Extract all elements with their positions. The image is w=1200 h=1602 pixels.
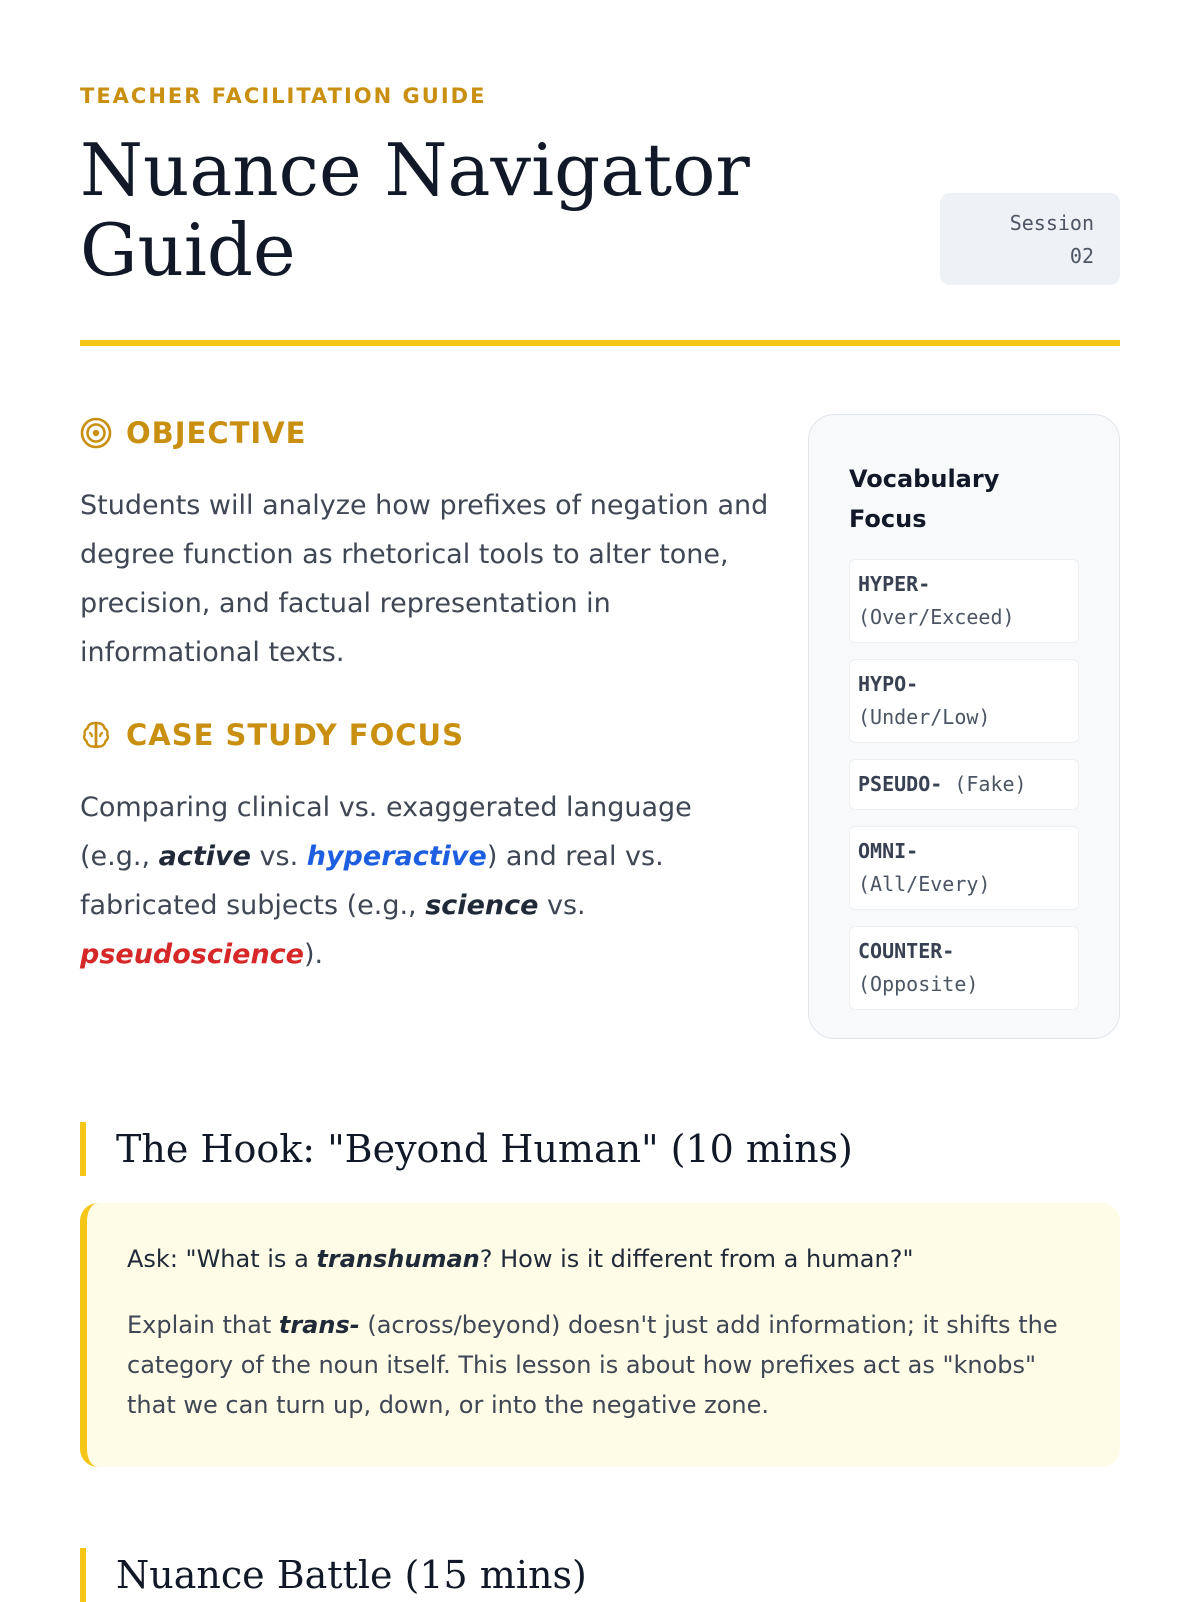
objective-heading [80,416,306,450]
session-number: 02 [1069,244,1094,268]
objective-heading-label: OBJECTIVE [126,416,307,450]
case-text-part: Comparing clinical vs. exaggerated language (e.g., [80,792,692,872]
vocab-prefix: HYPER- [858,572,931,596]
explain-part: Explain that [127,1311,279,1339]
case-text-part: ). [304,939,324,970]
ask-part: Ask: "What is a [127,1245,317,1273]
vocab-meaning: (Over/Exceed) [858,605,1015,629]
hook-ask [127,1239,1080,1279]
page-title: Nuance Navigator Guide [80,128,750,292]
hook-explain [127,1305,1080,1425]
explain-part: (across/beyond) doesn't just add information; it shifts the category of the noun itself. This lesson is about how prefixes act as "knobs" that we can turn up, down, or into the negative zone. [127,1311,1058,1419]
header-divider [80,340,1120,346]
vocab-prefix: COUNTER- [858,939,955,963]
vocab-prefix: OMNI- [858,839,919,863]
keyword-pseudoscience: pseudoscience [80,939,304,970]
keyword-transhuman: transhuman [316,1245,480,1273]
vocabulary-focus-panel [808,414,1120,1039]
vocab-meaning: (Fake) [954,772,1027,796]
guide-kicker: TEACHER FACILITATION GUIDE [80,84,487,108]
hook-heading: The Hook: "Beyond Human" (10 mins) [80,1122,853,1176]
vocab-item-hyper [849,559,1079,643]
vocabulary-title: Vocabulary Focus [849,465,1000,533]
vocab-meaning: (Under/Low) [858,705,991,729]
case-text-part: ) and real vs. fabricated subjects (e.g., [80,841,664,921]
hook-callout [80,1203,1120,1467]
vocab-prefix: PSEUDO- [858,772,943,796]
vocab-meaning: (All/Every) [858,872,991,896]
keyword-science: science [425,890,539,921]
vocab-meaning: (Opposite) [858,972,979,996]
target-icon [80,417,112,449]
case-text-part: vs. [250,841,307,872]
vocab-item-omni [849,826,1079,910]
brain-icon [80,719,112,751]
objective-text: Students will analyze how prefixes of negation and degree function as rhetorical tools to alter tone, precision, and factual representation in informational texts. [80,490,769,668]
vocab-item-pseudo [849,759,1079,810]
case-study-heading-label: CASE STUDY FOCUS [126,718,464,752]
vocab-item-counter [849,926,1079,1010]
ask-part: ? How is it different from a human?" [479,1245,914,1273]
case-study-text [80,783,770,979]
battle-heading: Nuance Battle (15 mins) [80,1548,587,1602]
vocab-item-hypo [849,659,1079,743]
case-study-heading [80,718,464,752]
vocab-prefix: HYPO- [858,672,919,696]
keyword-active: active [158,841,251,872]
keyword-hyperactive: hyperactive [306,841,487,872]
case-text-part: vs. [538,890,586,921]
session-badge [940,193,1120,285]
session-label: Session [1009,211,1094,235]
keyword-trans: trans- [278,1311,360,1339]
